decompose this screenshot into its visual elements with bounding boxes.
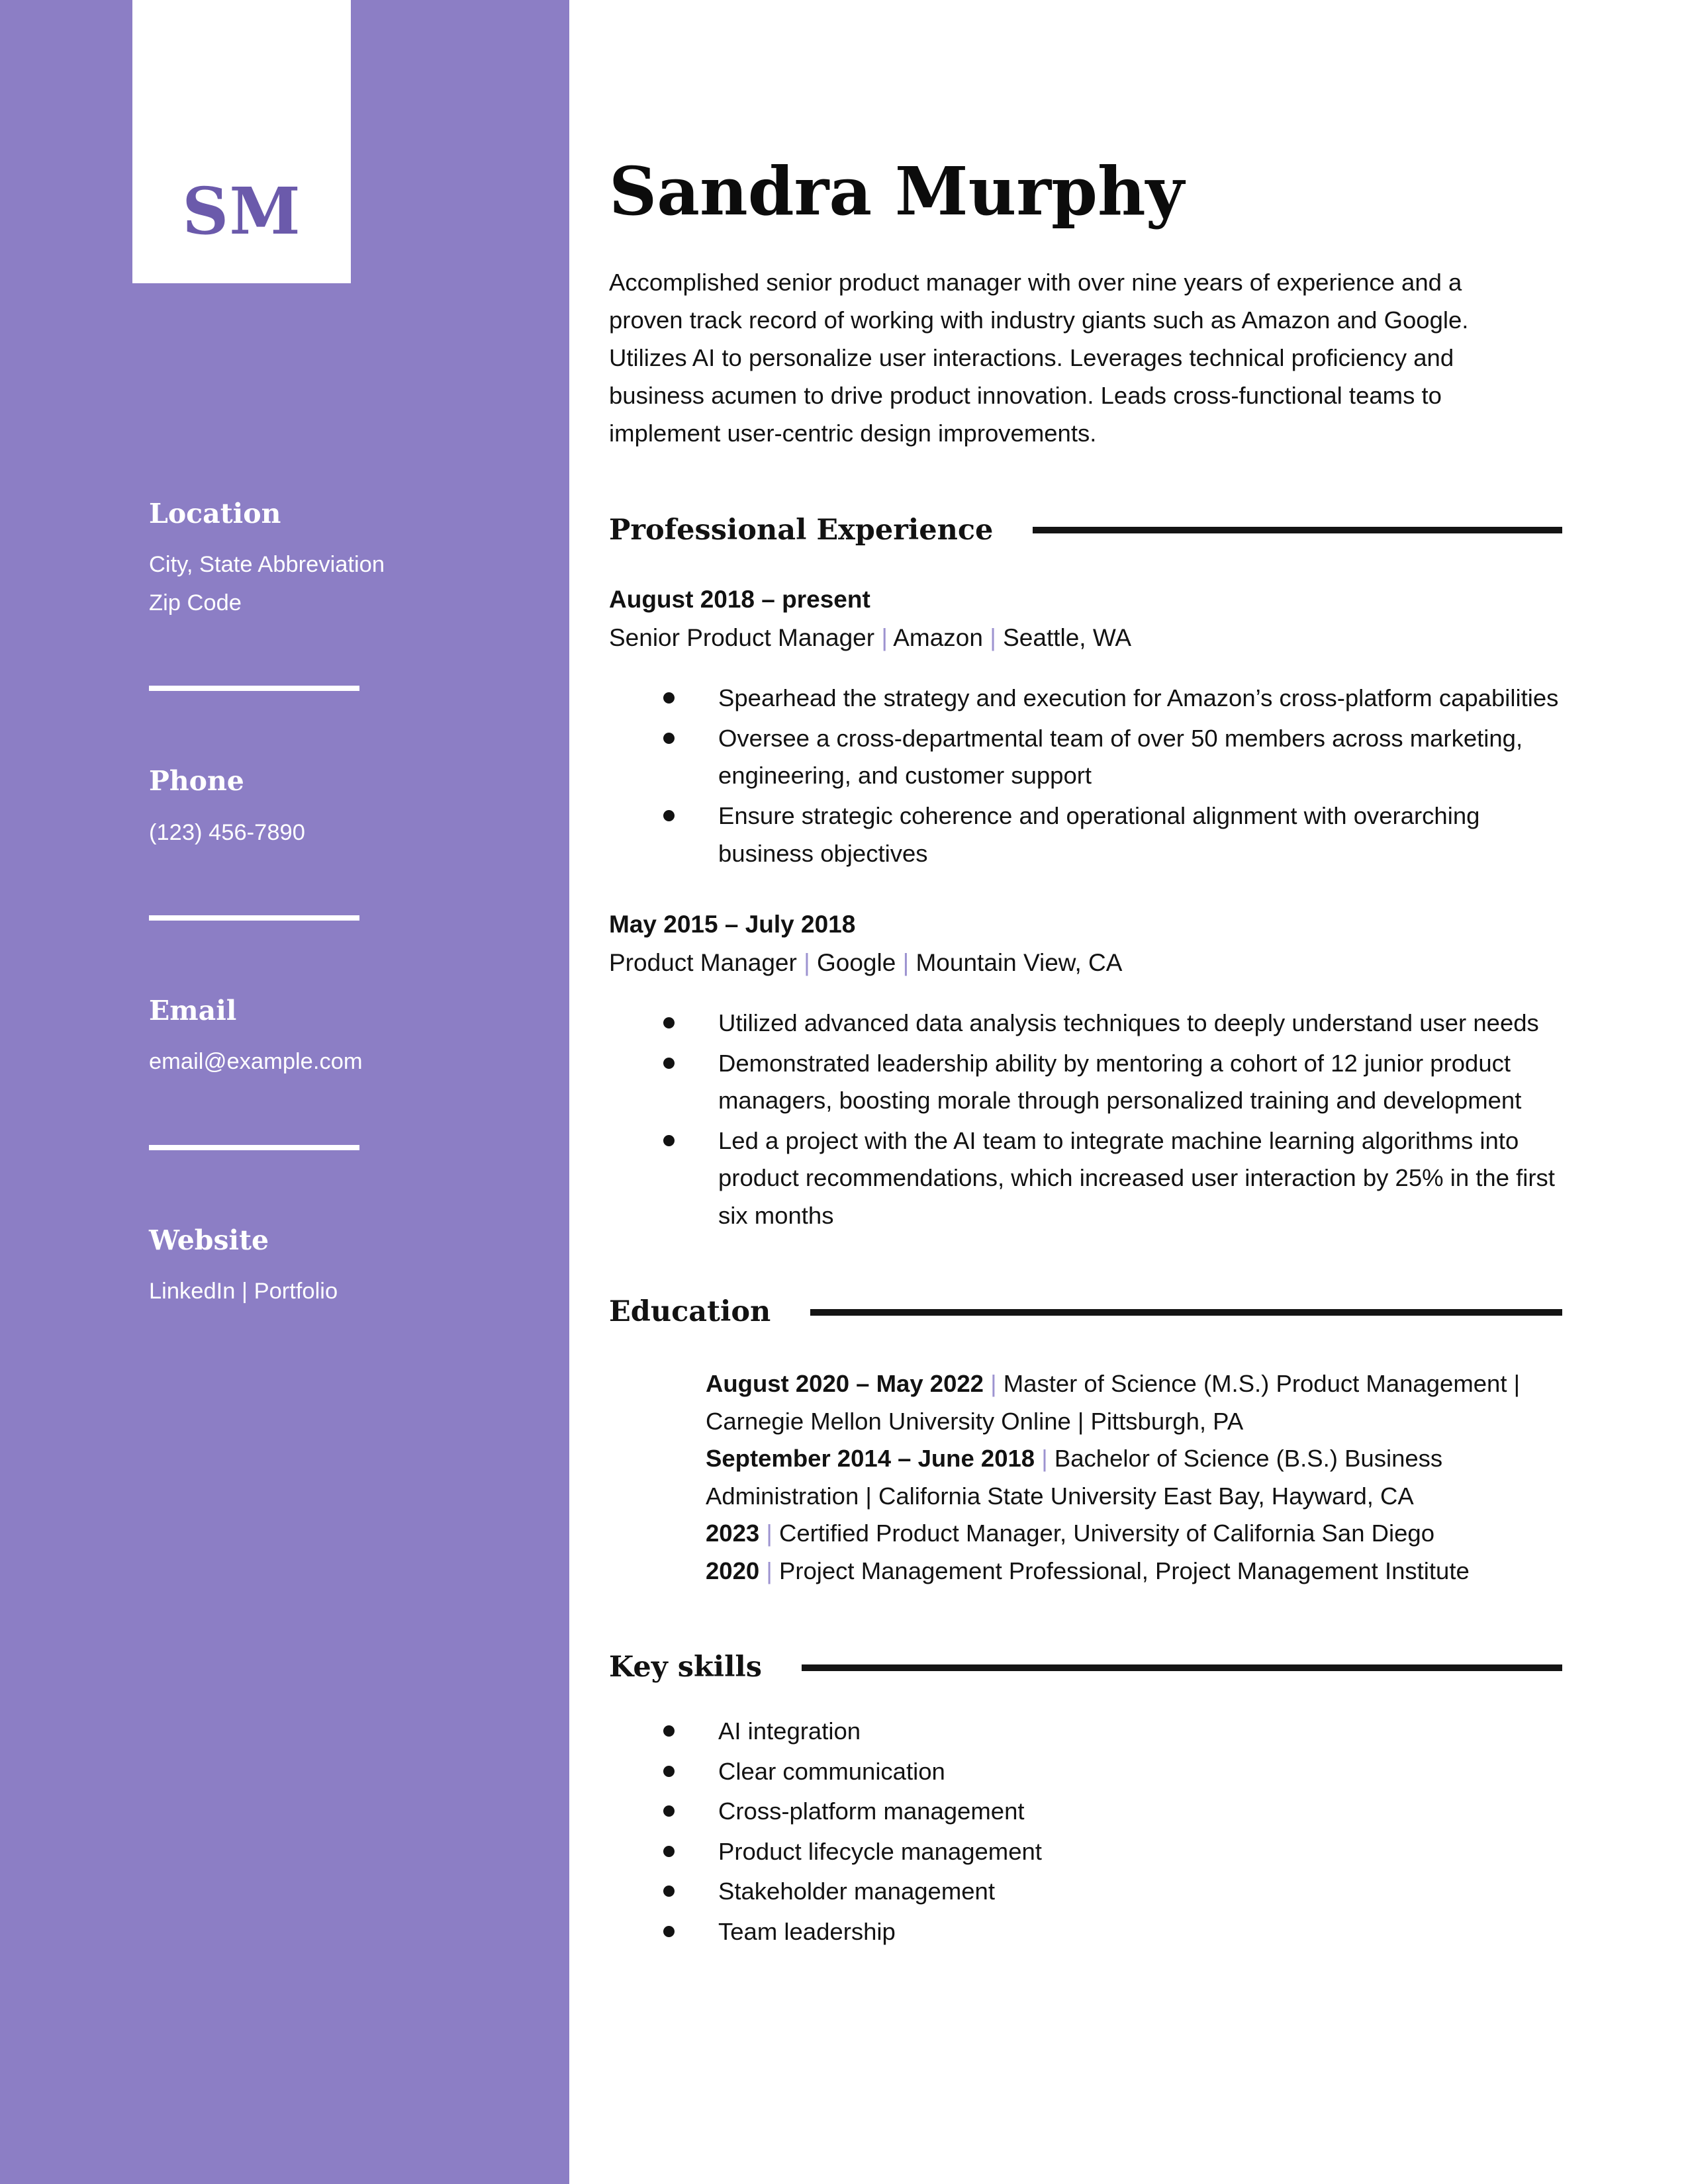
bullet-item: Utilized advanced data analysis techniques to deeply understand user needs xyxy=(718,1005,1562,1042)
sidebar-section-title: Location xyxy=(149,498,281,529)
experience-section-heading xyxy=(609,514,1562,548)
sidebar-divider xyxy=(149,1145,359,1150)
experience-heading-rule xyxy=(1033,527,1562,533)
skill-item: Clear communication xyxy=(718,1753,1562,1791)
skill-item: Team leadership xyxy=(718,1913,1562,1951)
education-section-title: Education xyxy=(609,1295,771,1329)
job-role-part: Senior Product Manager xyxy=(609,624,875,652)
monogram-box xyxy=(132,0,351,283)
education-section-heading xyxy=(609,1295,1562,1330)
pipe-separator: | xyxy=(759,1520,779,1547)
summary-paragraph: Accomplished senior product manager with over nine years of experience and a proven track record of working with industry giants such as Amazon and Google. Utilizes AI to personalize user interactions. Leverages technical proficiency and business acumen to drive product innovation. Leads cross-functional teams to implement user-centric design improvements. xyxy=(609,269,1469,447)
education-text: Certified Product Manager, University of California San Diego xyxy=(778,1520,1434,1547)
education-entry xyxy=(706,1553,1546,1590)
monogram: SM xyxy=(182,173,301,249)
bullet-item: Ensure strategic coherence and operational alignment with overarching business objectives xyxy=(718,797,1562,872)
sidebar-divider xyxy=(149,915,359,921)
skills-section-title: Key skills xyxy=(609,1651,762,1684)
bullet-item: Demonstrated leadership ability by mentoring a cohort of 12 junior product managers, boosting morale through personalized training and development xyxy=(718,1045,1562,1120)
education-date: 2020 xyxy=(706,1557,760,1584)
pipe-separator: | xyxy=(1035,1445,1055,1473)
sidebar-section-line: LinkedIn | Portfolio xyxy=(149,1279,338,1304)
education-date: 2023 xyxy=(706,1520,760,1547)
sidebar-section-line: (123) 456-7890 xyxy=(149,819,305,845)
pipe-separator: | xyxy=(759,1557,779,1584)
experience-section-title: Professional Experience xyxy=(609,513,994,547)
job-role-part: Seattle, WA xyxy=(1003,624,1132,652)
bullet-item: Spearhead the strategy and execution for Amazon’s cross-platform capabilities xyxy=(718,680,1562,717)
education-text: Bachelor of Science (B.S.) Business Administration | California State University East Bay, Hayward, CA xyxy=(706,1445,1443,1510)
education-entry xyxy=(706,1440,1546,1515)
education-entry xyxy=(706,1365,1546,1440)
education-entries xyxy=(706,1365,1546,1590)
skill-item: AI integration xyxy=(718,1713,1562,1751)
sidebar-section-line: email@example.com xyxy=(149,1049,363,1075)
education-date: September 2014 – June 2018 xyxy=(706,1445,1035,1473)
job-role xyxy=(609,949,1562,977)
jobs xyxy=(609,586,1562,1234)
education-text: Master of Science (M.S.) Product Management | Carnegie Mellon University Online | Pittsburgh, PA xyxy=(706,1370,1521,1435)
skill-item: Stakeholder management xyxy=(718,1873,1562,1911)
education-entry xyxy=(706,1515,1546,1553)
sidebar-section-line: Zip Code xyxy=(149,590,242,615)
bullet-item: Oversee a cross-departmental team of over 50 members across marketing, engineering, and customer support xyxy=(718,720,1562,795)
skills-heading-rule xyxy=(802,1664,1562,1671)
page-title: Sandra Murphy xyxy=(609,152,1184,230)
job-bullets xyxy=(609,680,1562,872)
main-column xyxy=(609,0,1562,1953)
bullet-item: Led a project with the AI team to integrate machine learning algorithms into product recommendations, which increased user interaction by 25% in the first six months xyxy=(718,1122,1562,1235)
pipe-separator: | xyxy=(874,624,894,652)
education-text: Project Management Professional, Project Management Institute xyxy=(778,1557,1470,1584)
job-entry xyxy=(609,586,1562,872)
job-role xyxy=(609,624,1562,652)
pipe-separator: | xyxy=(982,624,1004,652)
skill-item: Cross-platform management xyxy=(718,1793,1562,1831)
pipe-separator: | xyxy=(983,1370,1004,1398)
skills-section-heading xyxy=(609,1651,1562,1685)
sidebar-section-line: City, State Abbreviation xyxy=(149,552,385,578)
pipe-separator: | xyxy=(896,949,916,977)
job-entry xyxy=(609,911,1562,1234)
job-dates: August 2018 – present xyxy=(609,586,870,614)
pipe-separator: | xyxy=(796,949,817,977)
sidebar-sections xyxy=(149,498,513,1311)
education-date: August 2020 – May 2022 xyxy=(706,1370,984,1398)
sidebar-section-title: Email xyxy=(149,995,237,1027)
skill-item: Product lifecycle management xyxy=(718,1833,1562,1871)
sidebar-section-title: Phone xyxy=(149,765,244,797)
education-heading-rule xyxy=(810,1309,1562,1316)
sidebar-divider xyxy=(149,686,359,691)
job-role-part: Amazon xyxy=(893,624,983,652)
job-role-part: Product Manager xyxy=(609,949,797,977)
sidebar-section-title: Website xyxy=(149,1224,269,1256)
job-dates: May 2015 – July 2018 xyxy=(609,911,856,938)
sidebar xyxy=(0,0,569,2184)
job-bullets xyxy=(609,1005,1562,1234)
skills-list xyxy=(609,1713,1562,1950)
job-role-part: Google xyxy=(817,949,896,977)
job-role-part: Mountain View, CA xyxy=(915,949,1123,977)
